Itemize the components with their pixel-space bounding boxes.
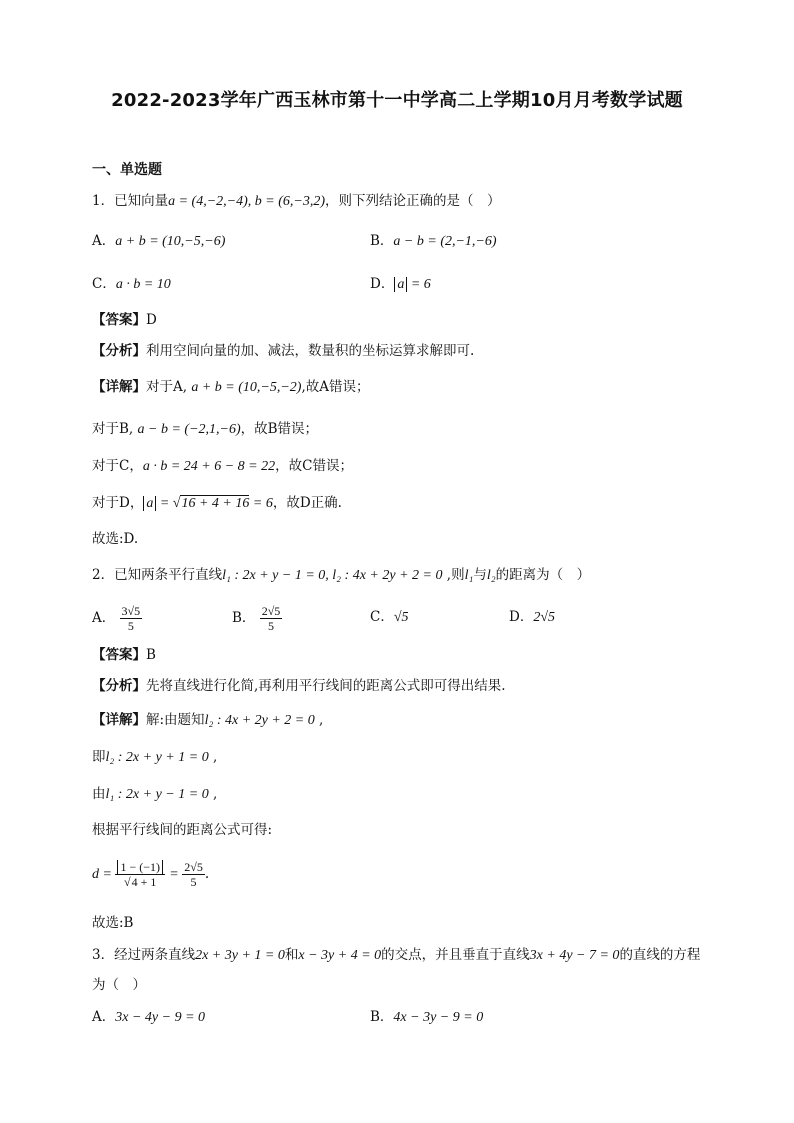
q1-option-d: D． a = 6 — [370, 276, 431, 292]
q1-option-b: B．a − b = (2,−1,−6) — [370, 233, 497, 249]
q1-detail-a: 【详解】对于A, a + b = (10,−5,−2),故A错误； — [92, 379, 370, 395]
q2-detail-2: 即l₂ : 2x + y + 1 = 0 , — [92, 749, 218, 765]
q1-detail-b: 对于B, a − b = (−2,1,−6)，故B错误； — [92, 421, 319, 437]
q1-option-a: A．a + b = (10,−5,−6) — [92, 233, 226, 249]
q1-answer: 【答案】D — [92, 312, 157, 328]
q3-option-a: A．3x − 4y − 9 = 0 — [92, 1009, 206, 1025]
q3-option-b: B．4x − 3y − 9 = 0 — [370, 1009, 484, 1025]
q1-option-c: C．a · b = 10 — [92, 276, 171, 292]
section-heading: 一、单选题 — [92, 162, 162, 178]
page-title: 2022-2023学年广西玉林市第十一中学高二上学期10月月考数学试题 — [111, 90, 683, 111]
q2-detail-4: 根据平行线间的距离公式可得: — [92, 822, 273, 838]
q2-conclusion: 故选:B — [92, 915, 134, 931]
q3-stem: 3．经过两条直线2x + 3y + 1 = 0和x − 3y + 4 = 0的交点，并且垂直于直线3x + 4y − 7 = 0的直线的方程 — [92, 947, 701, 963]
q1-stem: 1．已知向量a = (4,−2,−4), b = (6,−3,2)，则下列结论正确的是（ ） — [92, 193, 501, 209]
q2-analysis: 【分析】先将直线进行化简,再利用平行线间的距离公式即可得出结果. — [92, 678, 506, 694]
q1-analysis: 【分析】利用空间向量的加、减法，数量积的坐标运算求解即可. — [92, 343, 475, 359]
q2-detail-1: 【详解】解:由题知l₂ : 4x + 2y + 2 = 0 , — [92, 712, 324, 728]
q2-option-c: C．√5 — [370, 609, 409, 625]
q1-detail-c: 对于C，a · b = 24 + 6 − 8 = 22，故C错误； — [92, 458, 353, 474]
q2-option-b: B． $\frac{2√5}{5}$ — [232, 604, 281, 633]
q2-detail-3: 由l₁ : 2x + y − 1 = 0 , — [92, 786, 218, 802]
q2-option-d: D．2√5 — [509, 609, 556, 625]
q1-detail-d: 对于D， a = √16 + 4 + 16 = 6，故D正确. — [92, 495, 342, 511]
q2-distance-formula: d = $\frac{1 - (-1)}{√4 + 1}$ = $\frac{2√5}{5}$ . — [92, 860, 210, 889]
q2-option-a: A． $\frac{3√5}{5}$ — [92, 604, 141, 633]
q3-stem-line2: 为（ ） — [92, 977, 146, 993]
q2-answer: 【答案】B — [92, 647, 156, 663]
q1-conclusion: 故选:D. — [92, 531, 139, 547]
q2-stem: 2．已知两条平行直线l₁ : 2x + y − 1 = 0, l₂ : 4x + 2y + 2 = 0 ,则l₁与l₂的距离为（ ） — [92, 567, 591, 583]
